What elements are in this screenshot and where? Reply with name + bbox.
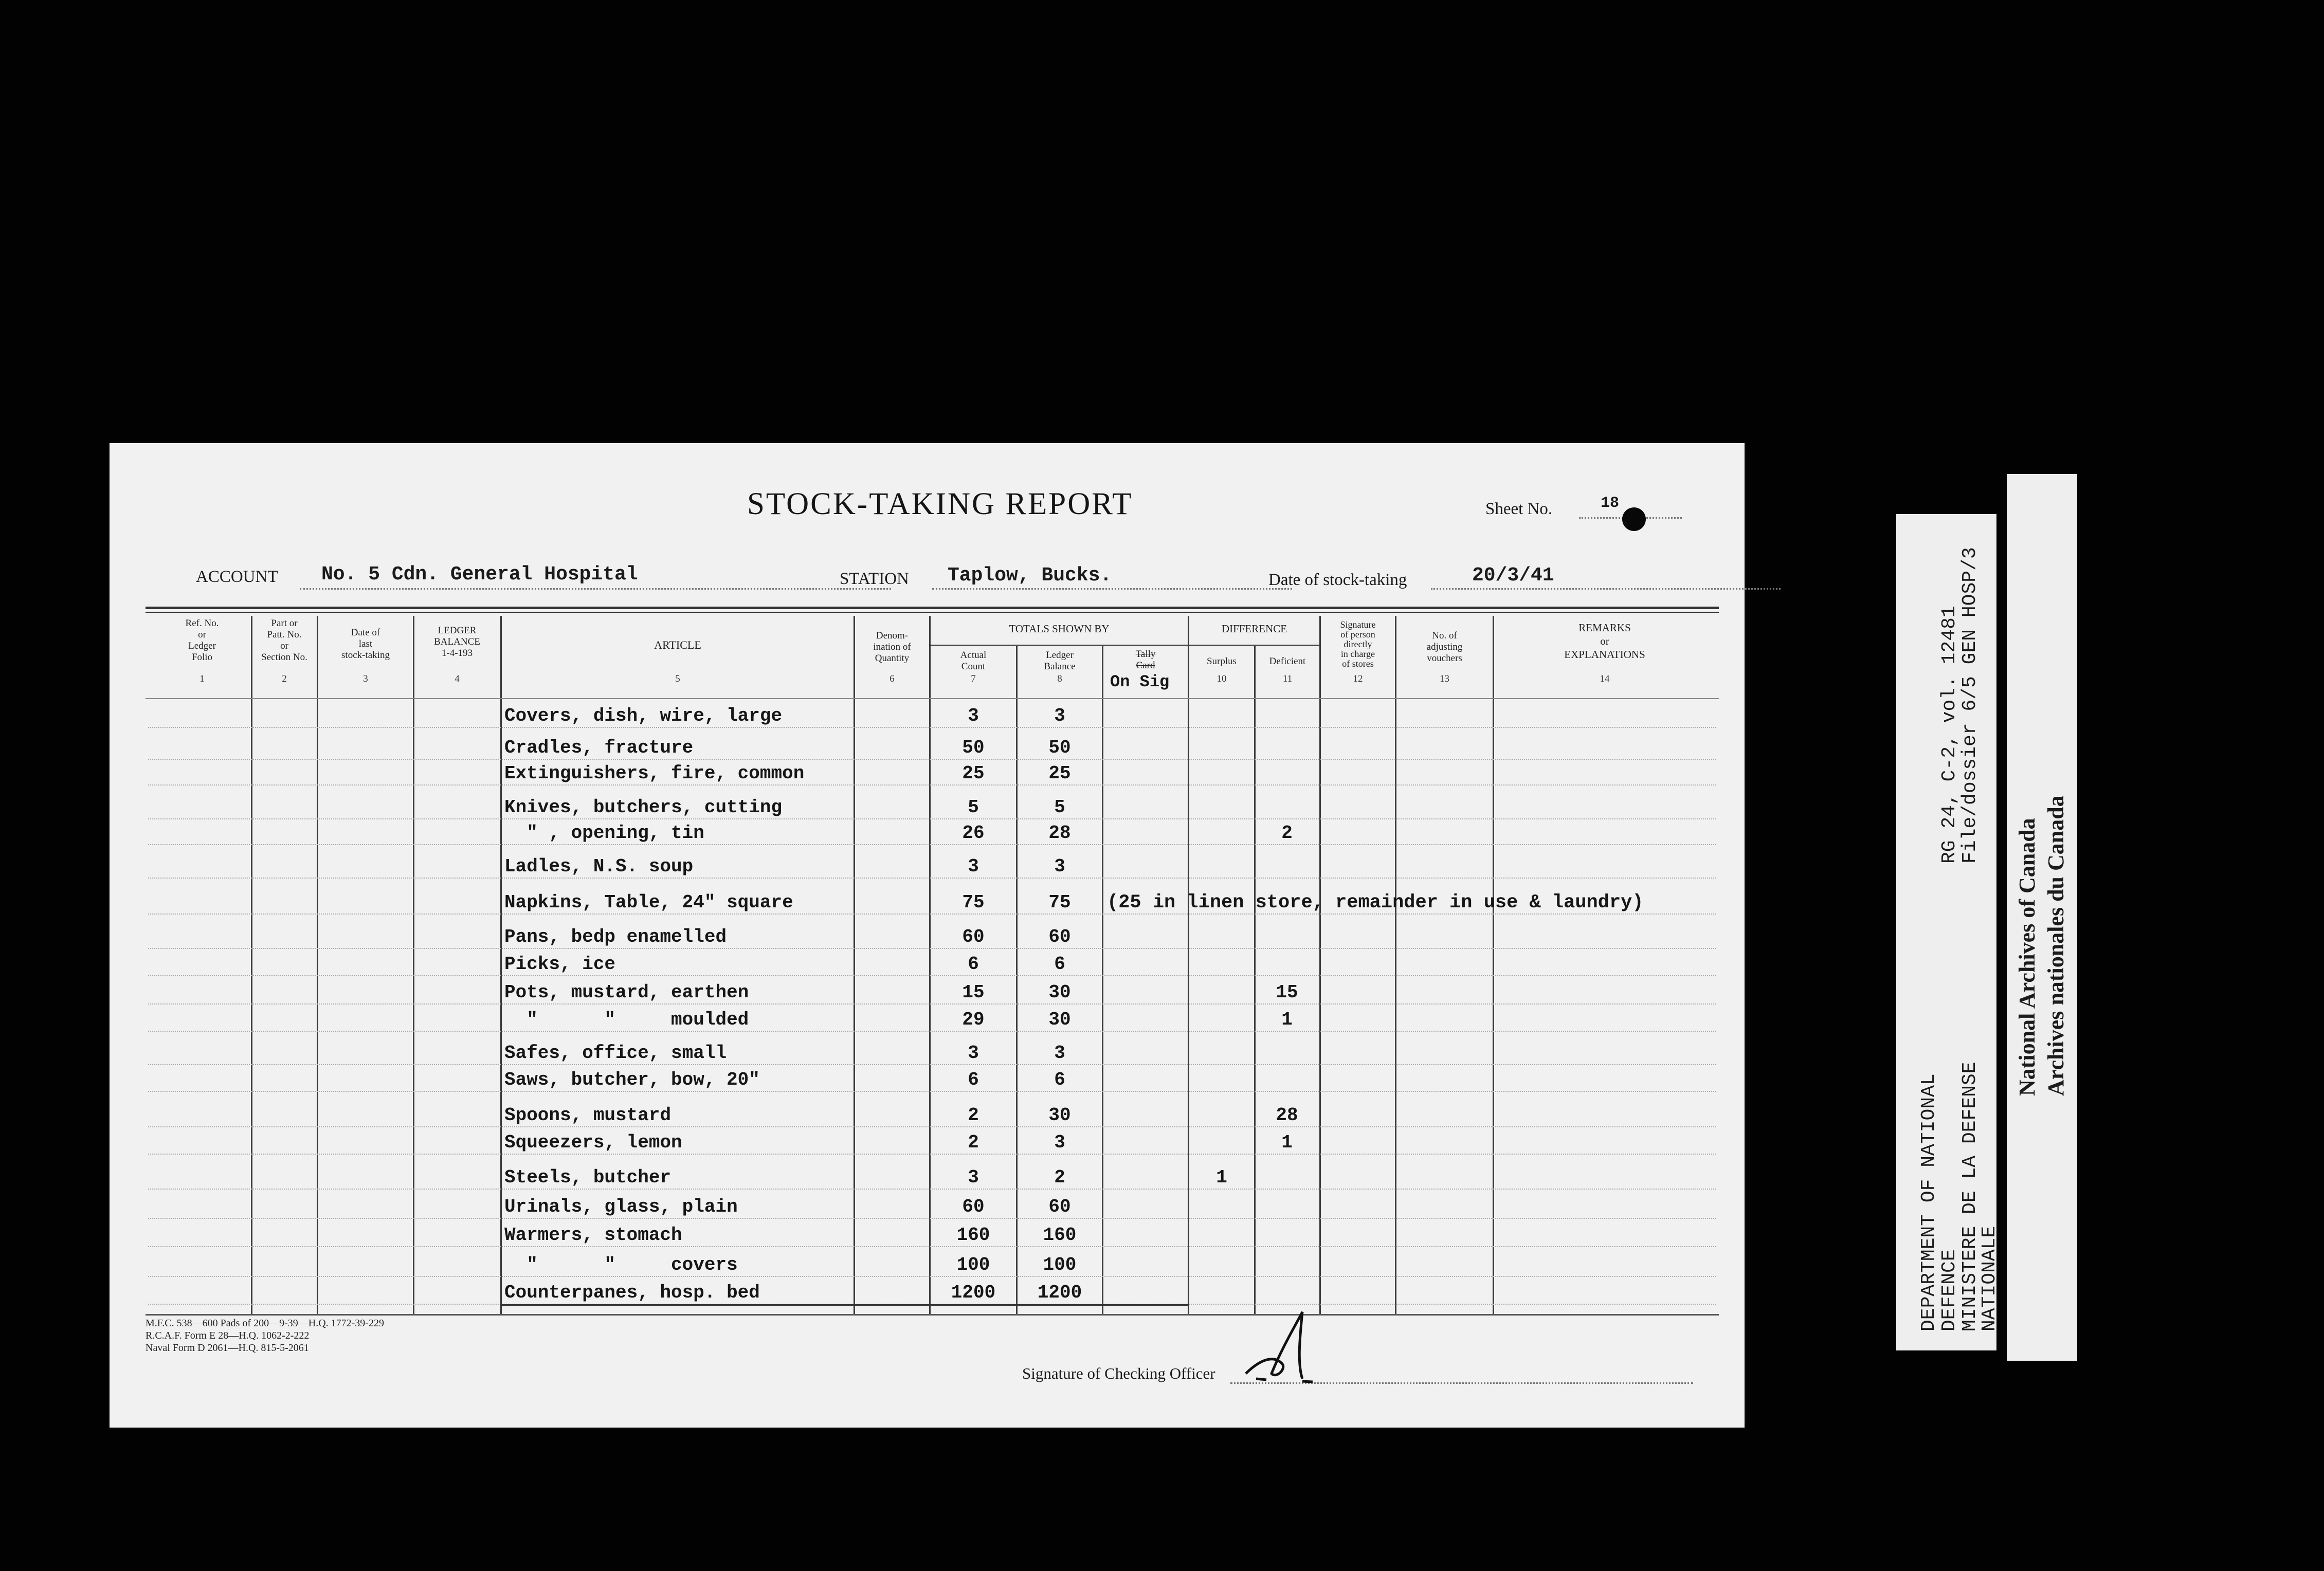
column-number: 4: [455, 673, 460, 684]
header-text: Signature: [1340, 619, 1376, 630]
actual-count-cell: 50: [962, 737, 985, 758]
ledger-balance-cell: 60: [1048, 926, 1071, 947]
label-text: National Archives of Canada: [2014, 818, 2040, 1096]
ledger-balance-cell: 30: [1048, 982, 1071, 1003]
account-line: [300, 588, 891, 590]
col-divider: [929, 616, 931, 1315]
ledger-balance-cell: 3: [1054, 705, 1065, 726]
article-cell: Cradles, fracture: [504, 737, 694, 758]
article-cell: Steels, butcher: [504, 1167, 671, 1188]
row-rule: [148, 818, 1716, 819]
date-label: Date of stock-taking: [1268, 571, 1407, 589]
ledger-balance-cell: 75: [1048, 892, 1071, 913]
header-text: last: [358, 638, 373, 649]
deficient-cell: 15: [1276, 982, 1298, 1003]
station-line: [932, 588, 1292, 590]
label-text: DEFENCE: [1938, 1249, 1960, 1331]
header-text: Card: [1136, 660, 1155, 671]
row-rule: [148, 727, 1716, 728]
actual-count-cell: 5: [968, 797, 979, 818]
header-text: Tally: [1135, 649, 1156, 660]
col-divider: [1493, 616, 1494, 1315]
column-number: 2: [282, 673, 287, 684]
row-rule: [148, 759, 1716, 760]
column-number: 1: [199, 673, 205, 684]
header-text: BALANCE: [434, 636, 480, 647]
row-rule: [148, 914, 1716, 915]
row-rule: [148, 948, 1716, 949]
header-text: Ledger: [1046, 650, 1074, 661]
ledger-balance-cell: 3: [1054, 1043, 1065, 1064]
header-text: of person: [1340, 629, 1375, 640]
article-cell: Ladles, N.S. soup: [504, 856, 694, 877]
article-cell: Spoons, mustard: [504, 1105, 671, 1126]
header-ref-no: [158, 618, 246, 663]
deficient-cell: 28: [1276, 1105, 1298, 1126]
row-rule: [148, 1189, 1716, 1190]
header-text: Part or: [271, 618, 298, 629]
col-divider: [854, 616, 855, 1315]
form-footnote: [146, 1317, 384, 1354]
sheet-value: 18: [1601, 495, 1620, 512]
actual-count-cell: 3: [968, 1043, 979, 1064]
column-number: 3: [363, 673, 368, 684]
header-text: Quantity: [875, 653, 910, 664]
stock-taking-form: [110, 443, 1745, 1428]
header-article: ARTICLE: [654, 638, 701, 651]
col-divider: [1102, 646, 1103, 1314]
col-divider: [251, 616, 252, 1315]
actual-count-cell: 3: [968, 705, 979, 726]
hole-punch: [1622, 507, 1646, 531]
article-cell: Picks, ice: [504, 954, 616, 975]
row-rule: [148, 1091, 1716, 1092]
article-cell: Counterpanes, hosp. bed: [504, 1282, 760, 1303]
header-text: vouchers: [1427, 653, 1462, 664]
header-text: in charge: [1340, 649, 1375, 659]
header-bottom-rule: [146, 698, 1719, 699]
header-text: EXPLANATIONS: [1564, 648, 1645, 661]
row-rule: [148, 784, 1716, 786]
label-text: MINISTERE DE LA DEFENSE: [1959, 1062, 1981, 1331]
article-cell: Squeezers, lemon: [504, 1132, 682, 1153]
header-text: stock-taking: [341, 650, 390, 661]
article-cell: " " moulded: [504, 1009, 749, 1030]
date-value: 20/3/41: [1472, 564, 1554, 587]
row-rule: [148, 1003, 1716, 1004]
header-text: Folio: [191, 652, 213, 663]
actual-count-cell: 3: [968, 856, 979, 877]
header-text: Section No.: [261, 652, 307, 663]
column-number: 14: [1600, 673, 1610, 684]
actual-count-cell: 6: [968, 1069, 979, 1090]
account-value: No. 5 Cdn. General Hospital: [321, 563, 638, 586]
header-totals: TOTALS SHOWN BY: [1009, 623, 1110, 635]
top-rule: [146, 607, 1719, 609]
label-text: RG 24, C-2, vol. 12481: [1938, 606, 1960, 864]
deficient-cell: 1: [1281, 1132, 1293, 1153]
actual-count-cell: 26: [962, 823, 985, 844]
header-surplus: Surplus: [1206, 656, 1237, 667]
article-cell: Saws, butcher, bow, 20": [504, 1069, 760, 1090]
header-part-no: [252, 618, 316, 663]
header-vouchers: [1396, 630, 1493, 664]
header-denomination: [855, 630, 929, 664]
difference-rule: [1188, 645, 1319, 646]
col-divider: [317, 616, 318, 1315]
col-divider: [1016, 646, 1018, 1314]
row-rule: [148, 1218, 1716, 1219]
actual-count-cell: 2: [968, 1105, 979, 1126]
header-text: Count: [961, 661, 986, 672]
station-label: STATION: [840, 570, 909, 588]
row-rule: [148, 1031, 1716, 1032]
surplus-cell: 1: [1216, 1167, 1227, 1188]
article-cell: Extinguishers, fire, common: [504, 763, 805, 784]
actual-count-cell: 2: [968, 1132, 979, 1153]
footnote-line: R.C.A.F. Form E 28—H.Q. 1062-2-222: [146, 1330, 310, 1341]
article-cell: Warmers, stomach: [504, 1225, 682, 1246]
article-cell: Napkins, Table, 24" square: [504, 892, 793, 913]
article-cell: Pans, bedp enamelled: [504, 926, 727, 947]
row-rule: [148, 975, 1716, 976]
article-cell: Pots, mustard, earthen: [504, 982, 749, 1003]
label-text: NATIONALE: [1978, 1226, 2001, 1331]
actual-count-cell: 100: [956, 1254, 990, 1275]
actual-count-cell: 75: [962, 892, 985, 913]
actual-count-cell: 6: [968, 954, 979, 975]
ledger-balance-cell: 160: [1043, 1225, 1077, 1246]
header-text: Denom-: [876, 630, 909, 641]
total-rule: [500, 1304, 1189, 1306]
header-text: directly: [1343, 639, 1372, 649]
header-text: adjusting: [1426, 642, 1463, 652]
header-tally-card: [1103, 649, 1188, 671]
column-number: 8: [1057, 673, 1062, 684]
actual-count-cell: 15: [962, 982, 985, 1003]
label-text: DEPARTMENT OF NATIONAL: [1918, 1073, 1940, 1331]
column-number: 10: [1217, 673, 1227, 684]
column-number: 12: [1353, 673, 1363, 684]
row-rule: [148, 878, 1716, 879]
signature-label: Signature of Checking Officer: [1022, 1364, 1215, 1382]
column-number: 7: [971, 673, 976, 684]
row-rule: [148, 1246, 1716, 1247]
header-text: of stores: [1342, 659, 1374, 669]
column-number: 6: [889, 673, 895, 684]
account-label: ACCOUNT: [196, 568, 278, 586]
remark-napkins: (25 in linen store, remainder in use & laundry): [1107, 892, 1644, 914]
header-text: Actual: [960, 650, 987, 661]
header-text: Ref. No.: [185, 618, 219, 629]
header-signature: [1321, 620, 1395, 669]
actual-count-cell: 29: [962, 1009, 985, 1030]
actual-count-cell: 160: [956, 1225, 990, 1246]
header-ledger-balance: [414, 625, 500, 659]
archive-label-nac: [2007, 474, 2077, 1361]
actual-count-cell: 3: [968, 1167, 979, 1188]
header-text: LEDGER: [438, 625, 477, 636]
article-cell: " , opening, tin: [504, 823, 704, 844]
signature-scribble: [1225, 1302, 1333, 1389]
col-divider: [1188, 616, 1189, 1315]
header-text: ination of: [873, 642, 911, 652]
sheet-label: Sheet No.: [1485, 500, 1553, 518]
header-text: REMARKS: [1578, 622, 1631, 634]
header-text: 1-4-193: [441, 648, 473, 659]
article-cell: Covers, dish, wire, large: [504, 705, 783, 726]
actual-count-cell: 60: [962, 926, 985, 947]
col-divider: [500, 616, 502, 1315]
header-text: Balance: [1044, 661, 1076, 672]
actual-count-cell: 60: [962, 1196, 985, 1217]
top-rule-thin: [146, 612, 1719, 613]
header-text: or: [1600, 635, 1609, 647]
footnote-line: Naval Form D 2061—H.Q. 815-5-2061: [146, 1342, 309, 1354]
ledger-balance-cell: 60: [1048, 1196, 1071, 1217]
ledger-balance-cell: 30: [1048, 1009, 1071, 1030]
ledger-balance-cell: 50: [1048, 737, 1071, 758]
header-deficient: Deficient: [1269, 656, 1306, 667]
header-difference: DIFFERENCE: [1221, 623, 1287, 635]
ledger-balance-cell: 25: [1048, 763, 1071, 784]
header-ledger: [1018, 650, 1102, 672]
archive-label-department: [1896, 514, 2001, 1350]
article-cell: " " covers: [504, 1254, 738, 1275]
footnote-line: M.F.C. 538—600 Pads of 200—9-39—H.Q. 1772-39-229: [146, 1318, 384, 1329]
page-title: STOCK-TAKING REPORT: [747, 487, 1133, 521]
row-rule: [148, 1064, 1716, 1065]
header-text: Date of: [351, 627, 380, 638]
col-divider: [413, 616, 414, 1315]
row-rule: [148, 1126, 1716, 1127]
bottom-rule: [146, 1314, 1719, 1316]
col-divider: [1254, 646, 1256, 1314]
ledger-balance-cell: 28: [1048, 823, 1071, 844]
column-number: 5: [675, 673, 680, 684]
actual-count-cell: 25: [962, 763, 985, 784]
header-actual-count: [931, 650, 1016, 672]
tally-overtype: On Sig: [1110, 672, 1170, 691]
deficient-cell: 2: [1281, 823, 1293, 844]
ledger-balance-cell: 2: [1054, 1167, 1065, 1188]
ledger-balance-cell: 30: [1048, 1105, 1071, 1126]
ledger-balance-cell: 100: [1043, 1254, 1077, 1275]
header-text: or: [280, 641, 288, 651]
article-cell: Safes, office, small: [504, 1043, 727, 1064]
deficient-cell: 1: [1281, 1009, 1293, 1030]
header-text: Ledger: [188, 641, 216, 651]
label-text: Archives nationales du Canada: [2043, 795, 2068, 1096]
header-text: or: [198, 629, 206, 640]
header-remarks: [1494, 621, 1715, 661]
ledger-balance-cell: 6: [1054, 954, 1065, 975]
col-divider: [1395, 616, 1396, 1315]
column-number: 13: [1440, 673, 1449, 684]
ledger-balance-cell: 1200: [1037, 1282, 1082, 1303]
row-rule: [148, 1276, 1716, 1277]
header-text: No. of: [1432, 630, 1457, 641]
column-number: 11: [1282, 673, 1293, 684]
col-divider: [1319, 616, 1321, 1315]
date-line: [1431, 588, 1781, 590]
row-rule: [148, 1154, 1716, 1155]
station-value: Taplow, Bucks.: [948, 564, 1112, 587]
label-text: File/dossier 6/5 GEN HOSP/3: [1959, 547, 1981, 864]
ledger-balance-cell: 5: [1054, 797, 1065, 818]
ledger-balance-cell: 3: [1054, 856, 1065, 877]
actual-count-cell: 1200: [951, 1282, 996, 1303]
totals-rule: [929, 645, 1188, 646]
ledger-balance-cell: 3: [1054, 1132, 1065, 1153]
article-cell: Knives, butchers, cutting: [504, 797, 783, 818]
article-cell: Urinals, glass, plain: [504, 1196, 738, 1217]
row-rule: [148, 844, 1716, 845]
header-text: Patt. No.: [267, 629, 302, 640]
header-date-last: [318, 627, 413, 661]
ledger-balance-cell: 6: [1054, 1069, 1065, 1090]
